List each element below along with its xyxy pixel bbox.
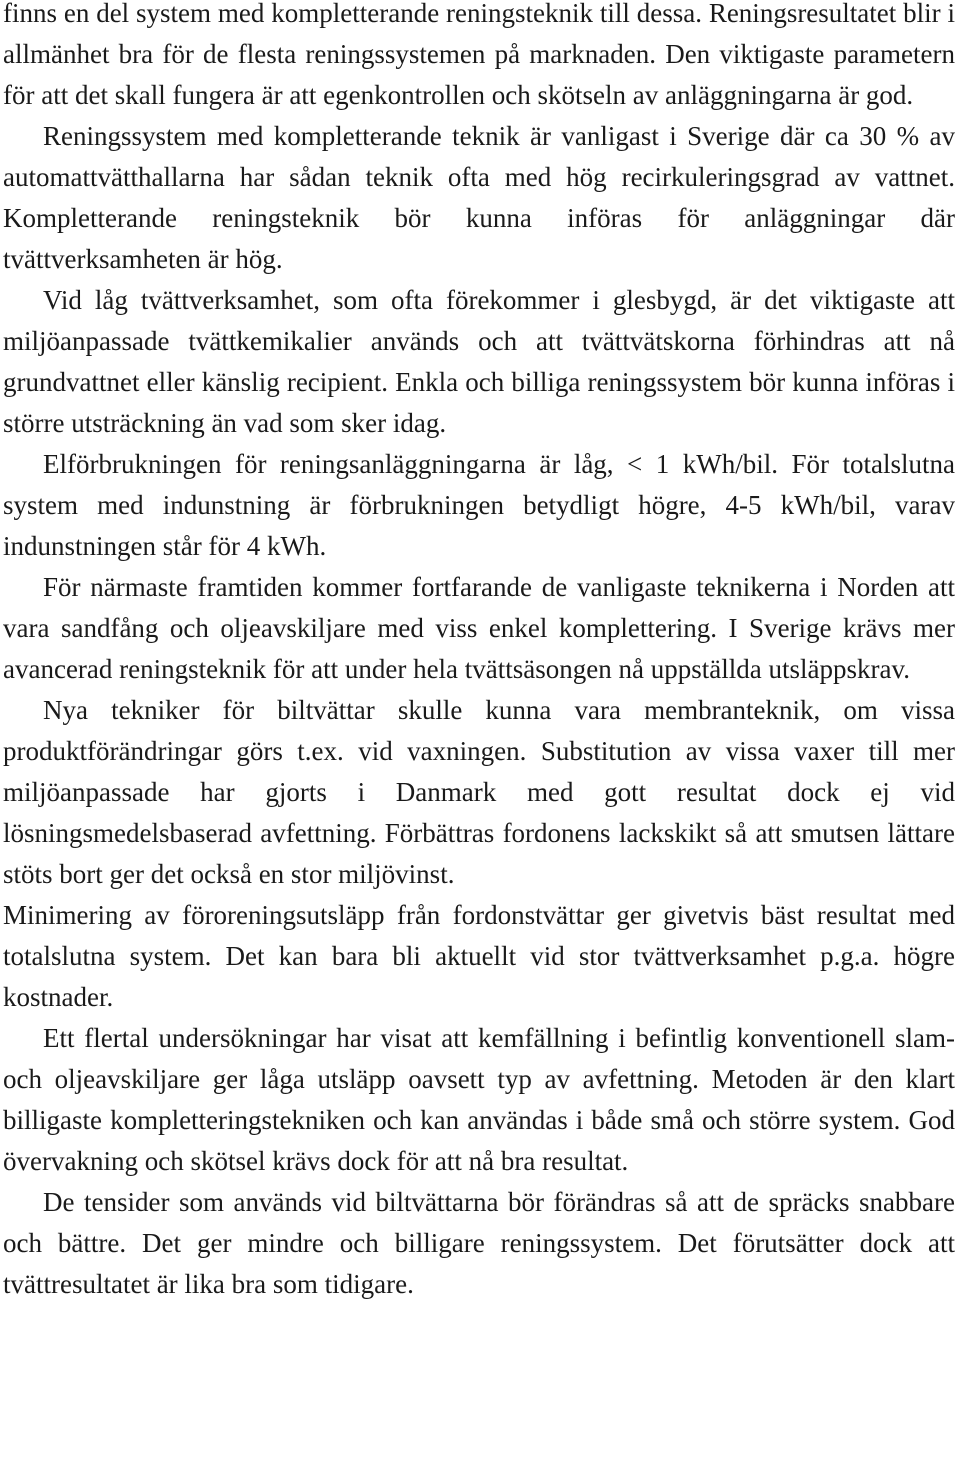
- paragraph-1: finns en del system med kompletterande reningsteknik till dessa. Reningsresultatet blir i allmänhet bra för de flesta reningssystemen på marknaden. Den viktigaste parametern för att det skall fungera är att egenkontrollen och skötseln av anläggningarna är god.: [3, 0, 955, 110]
- paragraph-2: Reningssystem med kompletterande teknik är vanligast i Sverige där ca 30 % av automattvätthallarna har sådan teknik ofta med hög recirkuleringsgrad av vattnet. Kompletterande reningsteknik bör kunna införas för anläggningar där tvättverksamheten är hög.: [3, 121, 955, 274]
- paragraph-5: För närmaste framtiden kommer fortfarande de vanligaste teknikerna i Norden att vara sandfång och oljeavskiljare med viss enkel komplettering. I Sverige krävs mer avancerad reningsteknik för att under hela tvättsäsongen nå uppställda utsläppskrav.: [3, 572, 955, 684]
- paragraph-8: Ett flertal undersökningar har visat att kemfällning i befintlig konventionell slam- och oljeavskiljare ger låga utsläpp oavsett typ av avfettning. Metoden är den klart billigaste kompletteringstekniken och kan användas i både små och större system. God övervakning och skötsel krävs dock för att nå bra resultat.: [3, 1023, 955, 1176]
- paragraph-6: Nya tekniker för biltvättar skulle kunna vara membranteknik, om vissa produktförändringar görs t.ex. vid vaxningen. Substitution av vissa vaxer till mer miljöanpassade har gjorts i Danmark med gott resultat dock ej vid lösningsmedelsbaserad avfettning. Förbättras fordonens lackskikt så att smutsen lättare stöts bort ger det också en stor miljövinst.: [3, 695, 955, 889]
- paragraph-3: Vid låg tvättverksamhet, som ofta förekommer i glesbygd, är det viktigaste att miljöanpassade tvättkemikalier används och att tvättvätskorna förhindras att nå grundvattnet eller känslig recipient. Enkla och billiga reningssystem bör kunna införas i större utsträckning än vad som sker idag.: [3, 285, 955, 438]
- paragraph-9: De tensider som används vid biltvättarna bör förändras så att de spräcks snabbare och bättre. Det ger mindre och billigare reningssystem. Det förutsätter dock att tvättresultatet är lika bra som tidigare.: [3, 1187, 955, 1299]
- paragraph-4: Elförbrukningen för reningsanläggningarna är låg, < 1 kWh/bil. För totalslutna system med indunstning är förbrukningen betydligt högre, 4-5 kWh/bil, varav indunstningen står för 4 kWh.: [3, 449, 955, 561]
- paragraph-7: Minimering av föroreningsutsläpp från fordonstvättar ger givetvis bäst resultat med totalslutna system. Det kan bara bli aktuellt vid stor tvättverksamhet p.g.a. högre kostnader.: [3, 900, 955, 1012]
- document-page: [3, 0, 955, 1305]
